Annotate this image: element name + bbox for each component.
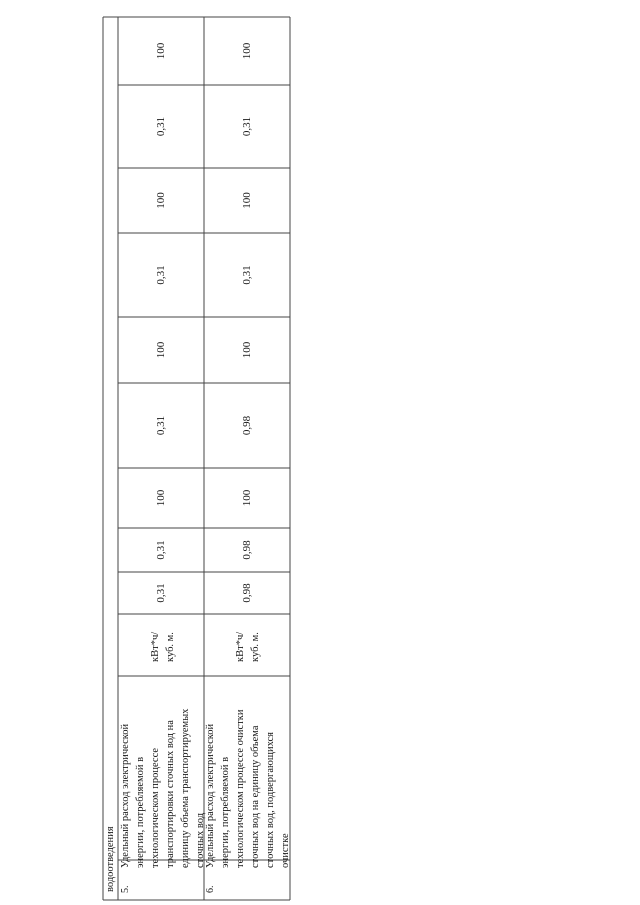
value-cell: 100 xyxy=(241,192,253,209)
value-cell: 0,31 xyxy=(155,116,167,137)
value-cell: 0,98 xyxy=(241,583,253,603)
row-number: 6. xyxy=(205,885,216,893)
row-unit: кВт*ч/ куб. м. xyxy=(150,631,176,662)
value-cell: 100 xyxy=(155,42,167,60)
value-cell: 0,31 xyxy=(155,540,167,560)
value-cell: 100 xyxy=(241,341,253,359)
value-cell: 100 xyxy=(241,489,253,507)
value-cell: 100 xyxy=(155,489,167,507)
row-number: 5. xyxy=(120,885,131,893)
value-cell: 0,31 xyxy=(155,583,167,603)
value-cell: 0,98 xyxy=(241,540,253,560)
value-cell: 0,31 xyxy=(241,116,253,137)
row-description: Удельный расход электрической энергии, потребляемой в технологическом процессе очистки сточных вод на единицу объема сточных вод, подвергающихся очистке xyxy=(205,709,291,868)
value-cell: 100 xyxy=(155,341,167,359)
row-description: Удельный расход электрической энергии, потребляемой в технологическом процессе транспортировки сточных вод на единицу объема транспортируемых сточных вод xyxy=(120,708,206,868)
value-cell: 100 xyxy=(241,42,253,60)
value-cell: 0,98 xyxy=(241,415,253,436)
value-cell: 0,31 xyxy=(155,415,167,436)
table-grid xyxy=(103,17,290,900)
value-cell: 0,31 xyxy=(155,265,167,285)
value-cell: 100 xyxy=(155,192,167,209)
value-cell: 0,31 xyxy=(241,265,253,285)
row-unit: кВт*ч/ куб. м. xyxy=(235,631,261,662)
section-label: водоотведения xyxy=(105,826,116,892)
